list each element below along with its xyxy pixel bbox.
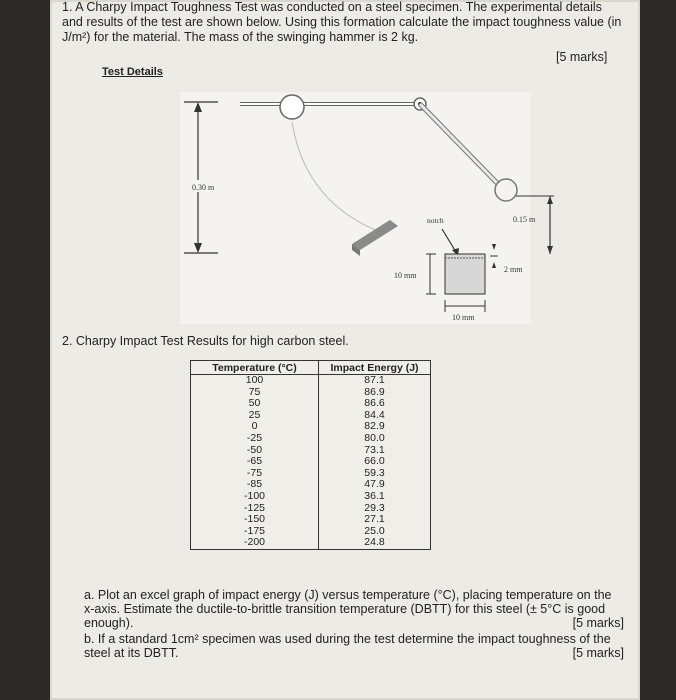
table-header-temperature: Temperature (°C) (191, 361, 319, 375)
charpy-diagram (180, 92, 536, 324)
sub-questions (84, 588, 624, 660)
impact-energy-cell: 29.3 (319, 503, 431, 515)
impact-energy-cell: 66.0 (319, 456, 431, 468)
impact-energy-cell: 25.0 (319, 526, 431, 538)
bottom-dimension-label: 10 mm (452, 313, 475, 322)
side-dimension-label: 10 mm (394, 271, 417, 280)
part-b-marks: [5 marks] (572, 646, 624, 660)
question-2-title: 2. Charpy Impact Test Results for high carbon steel. (62, 334, 349, 348)
arrow-down-icon (194, 243, 202, 253)
impact-energy-cell: 24.8 (319, 537, 431, 549)
temperature-cell: -75 (191, 468, 319, 480)
impact-energy-cell: 73.1 (319, 445, 431, 457)
temperature-cell: -50 (191, 445, 319, 457)
temperature-cell: -25 (191, 433, 319, 445)
question-sheet (50, 0, 640, 700)
results-table (190, 360, 431, 550)
impact-energy-cell: 86.6 (319, 398, 431, 410)
table-row (191, 503, 431, 515)
rise-label: 0.15 m (513, 215, 536, 224)
impact-energy-cell: 47.9 (319, 479, 431, 491)
question-1-marks: [5 marks] (556, 50, 608, 64)
question-1-text: 1. A Charpy Impact Toughness Test was conducted on a steel specimen. The experimental details and results of the test are shown below. Using this formation calculate the impact toughness value (in J/m²) for the material. The mass of the swinging hammer is 2 kg. (62, 0, 622, 44)
impact-energy-cell: 27.1 (319, 514, 431, 526)
impact-energy-cell: 36.1 (319, 491, 431, 503)
rise-arrow-down-icon (547, 246, 553, 254)
table-row (191, 387, 431, 399)
temperature-cell: -175 (191, 526, 319, 538)
table-row (191, 456, 431, 468)
hammer-start-icon (280, 95, 304, 119)
table-row (191, 479, 431, 491)
notch-depth-label: 2 mm (504, 265, 523, 274)
specimen-cross-section (445, 254, 485, 294)
table-row (191, 468, 431, 480)
temperature-cell: -100 (191, 491, 319, 503)
table-row (191, 375, 431, 387)
table-row (191, 398, 431, 410)
table-row (191, 445, 431, 457)
specimen-bar (352, 220, 398, 250)
table-row (191, 433, 431, 445)
part-a-text: a. Plot an excel graph of impact energy (J) versus temperature (°C), placing temperature on the x-axis. Estimate the ductile-to-brittle transition temperature (DBTT) for this steel (± 5°C is good enough). (84, 588, 612, 630)
table-row (191, 537, 431, 549)
part-b (84, 632, 624, 660)
temperature-cell: 100 (191, 375, 319, 387)
impact-energy-cell: 87.1 (319, 375, 431, 387)
temperature-cell: -150 (191, 514, 319, 526)
table-row (191, 491, 431, 503)
temperature-cell: -65 (191, 456, 319, 468)
impact-energy-cell: 80.0 (319, 433, 431, 445)
impact-energy-cell: 59.3 (319, 468, 431, 480)
table-body (191, 375, 431, 550)
temperature-cell: 25 (191, 410, 319, 422)
hammer-end-icon (495, 179, 517, 201)
impact-energy-cell: 82.9 (319, 421, 431, 433)
table-row (191, 421, 431, 433)
part-b-text: b. If a standard 1cm² specimen was used during the test determine the impact toughness of the steel at its DBTT. (84, 632, 611, 660)
impact-energy-cell: 86.9 (319, 387, 431, 399)
table-header-impact-energy: Impact Energy (J) (319, 361, 431, 375)
temperature-cell: -125 (191, 503, 319, 515)
temperature-cell: -85 (191, 479, 319, 491)
part-a (84, 588, 624, 630)
arrow-up-icon (194, 102, 202, 112)
charpy-pendulum-figure (180, 92, 536, 324)
notch-label: notch (427, 216, 444, 225)
impact-energy-cell: 84.4 (319, 410, 431, 422)
table-row (191, 514, 431, 526)
test-details-heading: Test Details (102, 66, 163, 78)
table-row (191, 410, 431, 422)
height-label: 0.30 m (192, 183, 215, 192)
part-a-marks: [5 marks] (572, 616, 624, 630)
table-row (191, 526, 431, 538)
temperature-cell: 50 (191, 398, 319, 410)
temperature-cell: 0 (191, 421, 319, 433)
rise-arrow-up-icon (547, 196, 553, 204)
temperature-cell: -200 (191, 537, 319, 549)
temperature-cell: 75 (191, 387, 319, 399)
